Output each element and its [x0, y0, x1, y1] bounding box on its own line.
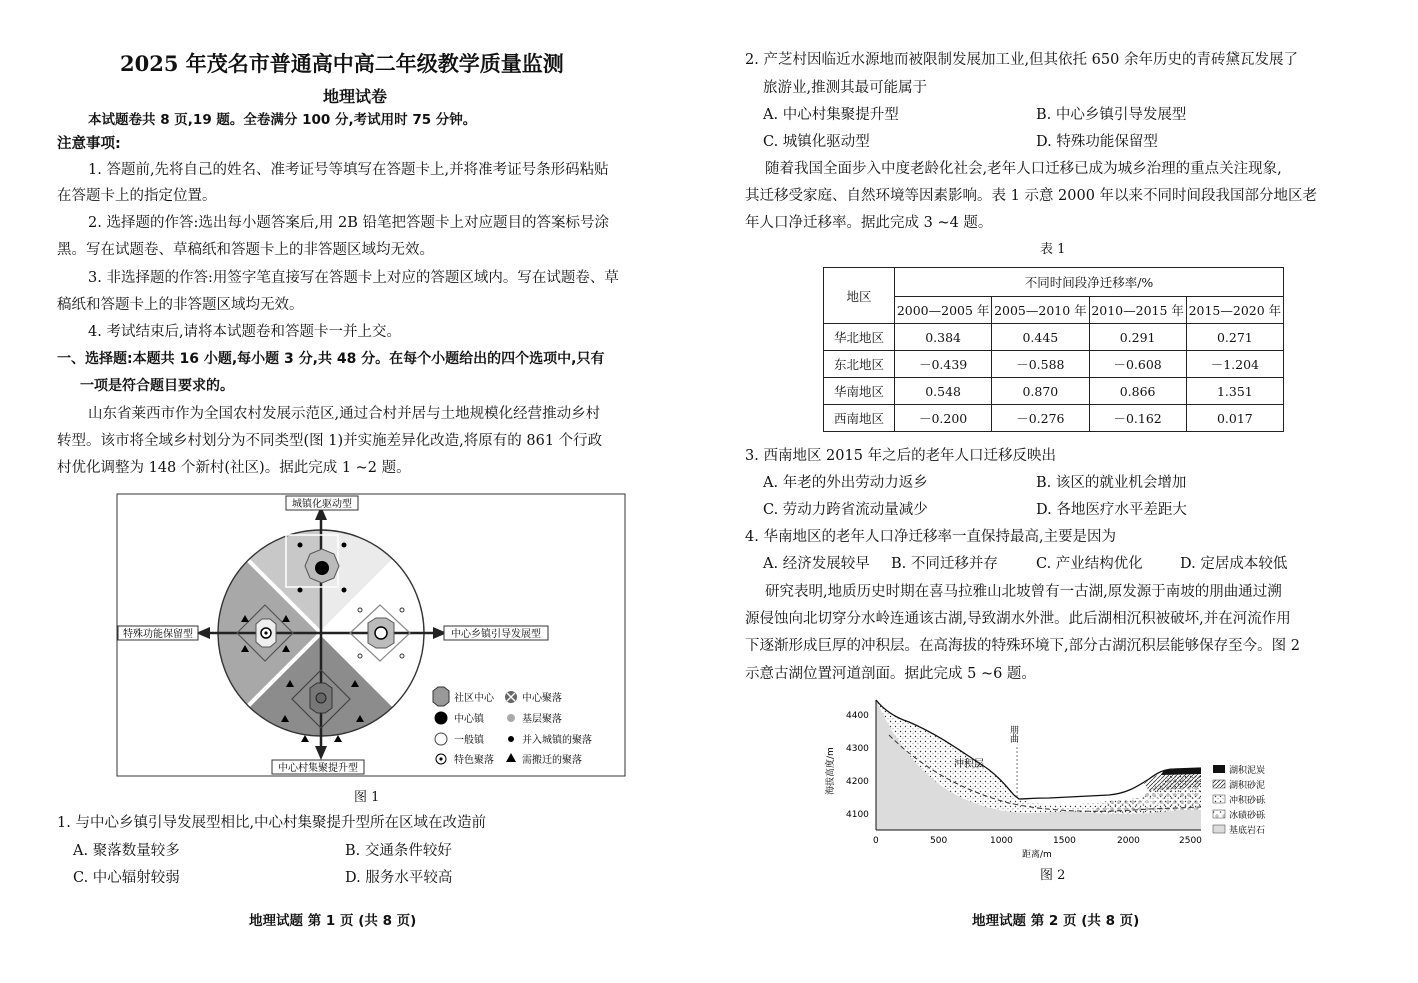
question-1-option-b: B. 交通条件较好: [345, 843, 452, 859]
exam-title: 2025 年茂名市普通高中高二年级教学质量监测: [120, 51, 564, 76]
table-cell-value: 0.291: [1089, 324, 1186, 351]
note-2-line-1: 2. 选择题的作答:选出每小题答案后,用 2B 铅笔把答题卡上对应题目的答案标号涂: [88, 215, 610, 231]
question-4-option-b: B. 不同迁移并存: [891, 556, 998, 572]
table-cell-value: 0.445: [992, 324, 1089, 351]
fig2-legend-alluvial-gravel: 冲积砂砾: [1229, 796, 1266, 806]
passage-2-line-2: 其迁移受家庭、自然环境等因素影响。表 1 示意 2000 年以来不同时间段我国部分地区老: [745, 188, 1318, 204]
fig2-ytick: 4100: [846, 810, 869, 820]
note-3-line-1: 3. 非选择题的作答:用签字笔直接写在答题卡上对应的答题区域内。写在试题卷、草: [88, 270, 619, 286]
figure-2-river-profile: [809, 695, 1309, 860]
table-cell-value: －0.276: [992, 405, 1089, 432]
legend-central-town: 中心镇: [454, 714, 484, 725]
table-cell-value: 0.017: [1186, 405, 1283, 432]
question-3-option-b: B. 该区的就业机会增加: [1036, 475, 1187, 491]
question-4-option-c: C. 产业结构优化: [1036, 556, 1143, 572]
table-row: [824, 405, 1284, 432]
table-cell-value: －1.204: [1186, 351, 1283, 378]
exam-subject: 地理试卷: [323, 87, 388, 106]
fig2-ytick: 4300: [846, 744, 869, 754]
section-heading-line-2: 一项是符合题目要求的。: [80, 378, 234, 394]
table-cell-value: 0.271: [1186, 324, 1283, 351]
question-4-option-a: A. 经济发展较早: [763, 556, 870, 572]
passage-1-line-3: 村优化调整为 148 个新村(社区)。据此完成 1 ~2 题。: [57, 460, 411, 476]
question-3-stem: 3. 西南地区 2015 年之后的老年人口迁移反映出: [745, 448, 1057, 464]
fig2-ytick: 4400: [846, 711, 869, 721]
passage-3-line-1: 研究表明,地质历史时期在喜马拉雅山北坡曾有一古湖,原发源于南坡的朋曲通过溯: [765, 584, 1282, 600]
question-3-option-a: A. 年老的外出劳动力返乡: [763, 475, 928, 491]
table-header-period: 2015—2020 年: [1186, 297, 1283, 324]
table-cell-value: 0.548: [895, 378, 992, 405]
question-2-option-b: B. 中心乡镇引导发展型: [1036, 107, 1187, 123]
table-cell-region: 东北地区: [824, 351, 895, 378]
page-2-footer: 地理试题 第 2 页 (共 8 页): [972, 913, 1140, 929]
fig2-legend-lake-sandmud: 湖积砂泥: [1229, 781, 1266, 791]
exam-intro: 本试题卷共 8 页,19 题。全卷满分 100 分,考试用时 75 分钟。: [88, 112, 477, 128]
question-1-stem: 1. 与中心乡镇引导发展型相比,中心村集聚提升型所在区域在改造前: [57, 815, 487, 831]
passage-1-line-1: 山东省莱西市作为全国农村发展示范区,通过合村并居与土地规模化经营推动乡村: [88, 406, 601, 422]
question-2-option-a: A. 中心村集聚提升型: [763, 107, 899, 123]
question-2-option-d: D. 特殊功能保留型: [1036, 134, 1158, 150]
table-header-group: 不同时间段净迁移率/%: [895, 268, 1284, 297]
passage-3-line-2: 源侵蚀向北切穿分水岭连通该古湖,导致湖水外泄。此后湖相沉积被破坏,并在河流作用: [745, 611, 1291, 627]
fig2-xtick: 2500: [1179, 836, 1202, 846]
question-4-stem: 4. 华南地区的老年人口净迁移率一直保持最高,主要是因为: [745, 529, 1117, 545]
question-3-option-d: D. 各地医疗水平差距大: [1036, 502, 1187, 518]
note-4: 4. 考试结束后,请将本试题卷和答题卡一并上交。: [88, 324, 402, 340]
fig2-xtick: 2000: [1117, 836, 1140, 846]
table-cell-region: 西南地区: [824, 405, 895, 432]
table-row: [824, 378, 1284, 405]
section-heading-line-1: 一、选择题:本题共 16 小题,每小题 3 分,共 48 分。在每个小题给出的四个选项中,只有: [57, 351, 605, 367]
question-4-option-d: D. 定居成本较低: [1180, 556, 1288, 572]
table-cell-value: 0.866: [1089, 378, 1186, 405]
note-1-line-2: 在答题卡上的指定位置。: [57, 188, 217, 204]
table-cell-value: 1.351: [1186, 378, 1283, 405]
passage-3-line-4: 示意古湖位置河道剖面。据此完成 5 ~6 题。: [745, 666, 1036, 682]
fig1-label-top: 城镇化驱动型: [292, 499, 352, 510]
table-cell-region: 华北地区: [824, 324, 895, 351]
table-row: [824, 324, 1284, 351]
legend-relocate-settlement: 需搬迁的聚落: [522, 755, 582, 766]
fig2-xtick: 1500: [1053, 836, 1076, 846]
fig1-label-left: 特殊功能保留型: [123, 629, 193, 640]
table-cell-value: －0.162: [1089, 405, 1186, 432]
note-3-line-2: 稿纸和答题卡上的非答题区域均无效。: [57, 297, 304, 313]
fig2-legend-peat: 湖积泥炭: [1229, 766, 1266, 776]
table-cell-value: －0.608: [1089, 351, 1186, 378]
question-2-stem-line-1: 2. 产芝村因临近水源地而被限制发展加工业,但其依托 650 余年历史的青砖黛瓦发展了: [745, 52, 1298, 68]
fig1-label-right: 中心乡镇引导发展型: [451, 629, 541, 640]
fig2-ytick: 4200: [846, 777, 869, 787]
table-cell-value: －0.200: [895, 405, 992, 432]
fig2-xlabel: 距离/m: [1022, 850, 1052, 860]
fig2-legend-bedrock: 基底岩石: [1229, 826, 1266, 836]
fig1-label-bottom: 中心村集聚提升型: [278, 763, 358, 774]
fig2-moraine-label: 冰碛: [1139, 797, 1159, 808]
table-cell-value: －0.439: [895, 351, 992, 378]
table-cell-region: 华南地区: [824, 378, 895, 405]
table-header-period: 2000—2005 年: [895, 297, 992, 324]
figure-2-caption: 图 2: [1040, 868, 1066, 883]
table-cell-value: －0.588: [992, 351, 1089, 378]
passage-3-line-3: 下逐渐形成巨厚的冲积层。在高海拔的特殊环境下,部分古湖沉积层能够保存至今。图 2: [745, 638, 1300, 654]
passage-2-line-1: 随着我国全面步入中度老龄化社会,老年人口迁移已成为城乡治理的重点关注现象,: [765, 161, 1282, 177]
note-1-line-1: 1. 答题前,先将自己的姓名、准考证号等填写在答题卡上,并将准考证号条形码粘贴: [88, 162, 609, 178]
question-2-option-c: C. 城镇化驱动型: [763, 134, 870, 150]
question-1-option-c: C. 中心辐射较弱: [73, 870, 180, 886]
fig2-xtick: 1000: [990, 836, 1013, 846]
fig2-legend: [1213, 764, 1266, 836]
exam-page-2: [709, 0, 1418, 983]
fig2-xtick: 500: [930, 836, 948, 846]
table-cell-value: 0.870: [992, 378, 1089, 405]
page-1-footer: 地理试题 第 1 页 (共 8 页): [249, 913, 417, 929]
question-1-option-a: A. 聚落数量较多: [73, 843, 180, 859]
fig2-river-label: 朋曲: [1008, 725, 1018, 743]
fig2-legend-moraine-gravel: 冰碛砂砾: [1229, 811, 1266, 821]
note-2-line-2: 黑。写在试题卷、草稿纸和答题卡上的非答题区域均无效。: [57, 242, 434, 258]
question-2-stem-line-2: 旅游业,推测其最可能属于: [763, 80, 928, 96]
notes-title: 注意事项:: [57, 136, 121, 152]
table-header-period: 2005—2010 年: [992, 297, 1089, 324]
table-1-title: 表 1: [1040, 242, 1066, 257]
figure-1-caption: 图 1: [354, 790, 380, 805]
legend-ordinary-town: 一般镇: [454, 735, 484, 746]
legend-central-settlement: 中心聚落: [522, 693, 562, 704]
table-row: [824, 351, 1284, 378]
fig2-ylabel: 海拔高度/m: [826, 747, 836, 795]
table-header-period: 2010—2015 年: [1089, 297, 1186, 324]
table-1-migration-rates: [823, 267, 1284, 432]
fig2-xtick: 0: [873, 836, 879, 846]
legend-grassroots-settlement: 基层聚落: [522, 714, 562, 725]
legend-community-center: 社区中心: [454, 693, 494, 704]
table-cell-value: 0.384: [895, 324, 992, 351]
legend-merged-settlement: 并入城镇的聚落: [522, 735, 592, 746]
passage-2-line-3: 年人口净迁移率。据此完成 3 ~4 题。: [745, 215, 993, 231]
figure-1-village-types-diagram: [110, 490, 630, 780]
question-3-option-c: C. 劳动力跨省流动量减少: [763, 502, 928, 518]
fig2-alluvium-label: 冲积层: [954, 759, 984, 770]
passage-1-line-2: 转型。该市将全域乡村划分为不同类型(图 1)并实施差异化改造,将原有的 861 个行政: [57, 433, 603, 449]
legend-featured-settlement: 特色聚落: [454, 755, 494, 766]
question-1-option-d: D. 服务水平较高: [345, 870, 453, 886]
table-header-region: 地区: [824, 268, 895, 324]
